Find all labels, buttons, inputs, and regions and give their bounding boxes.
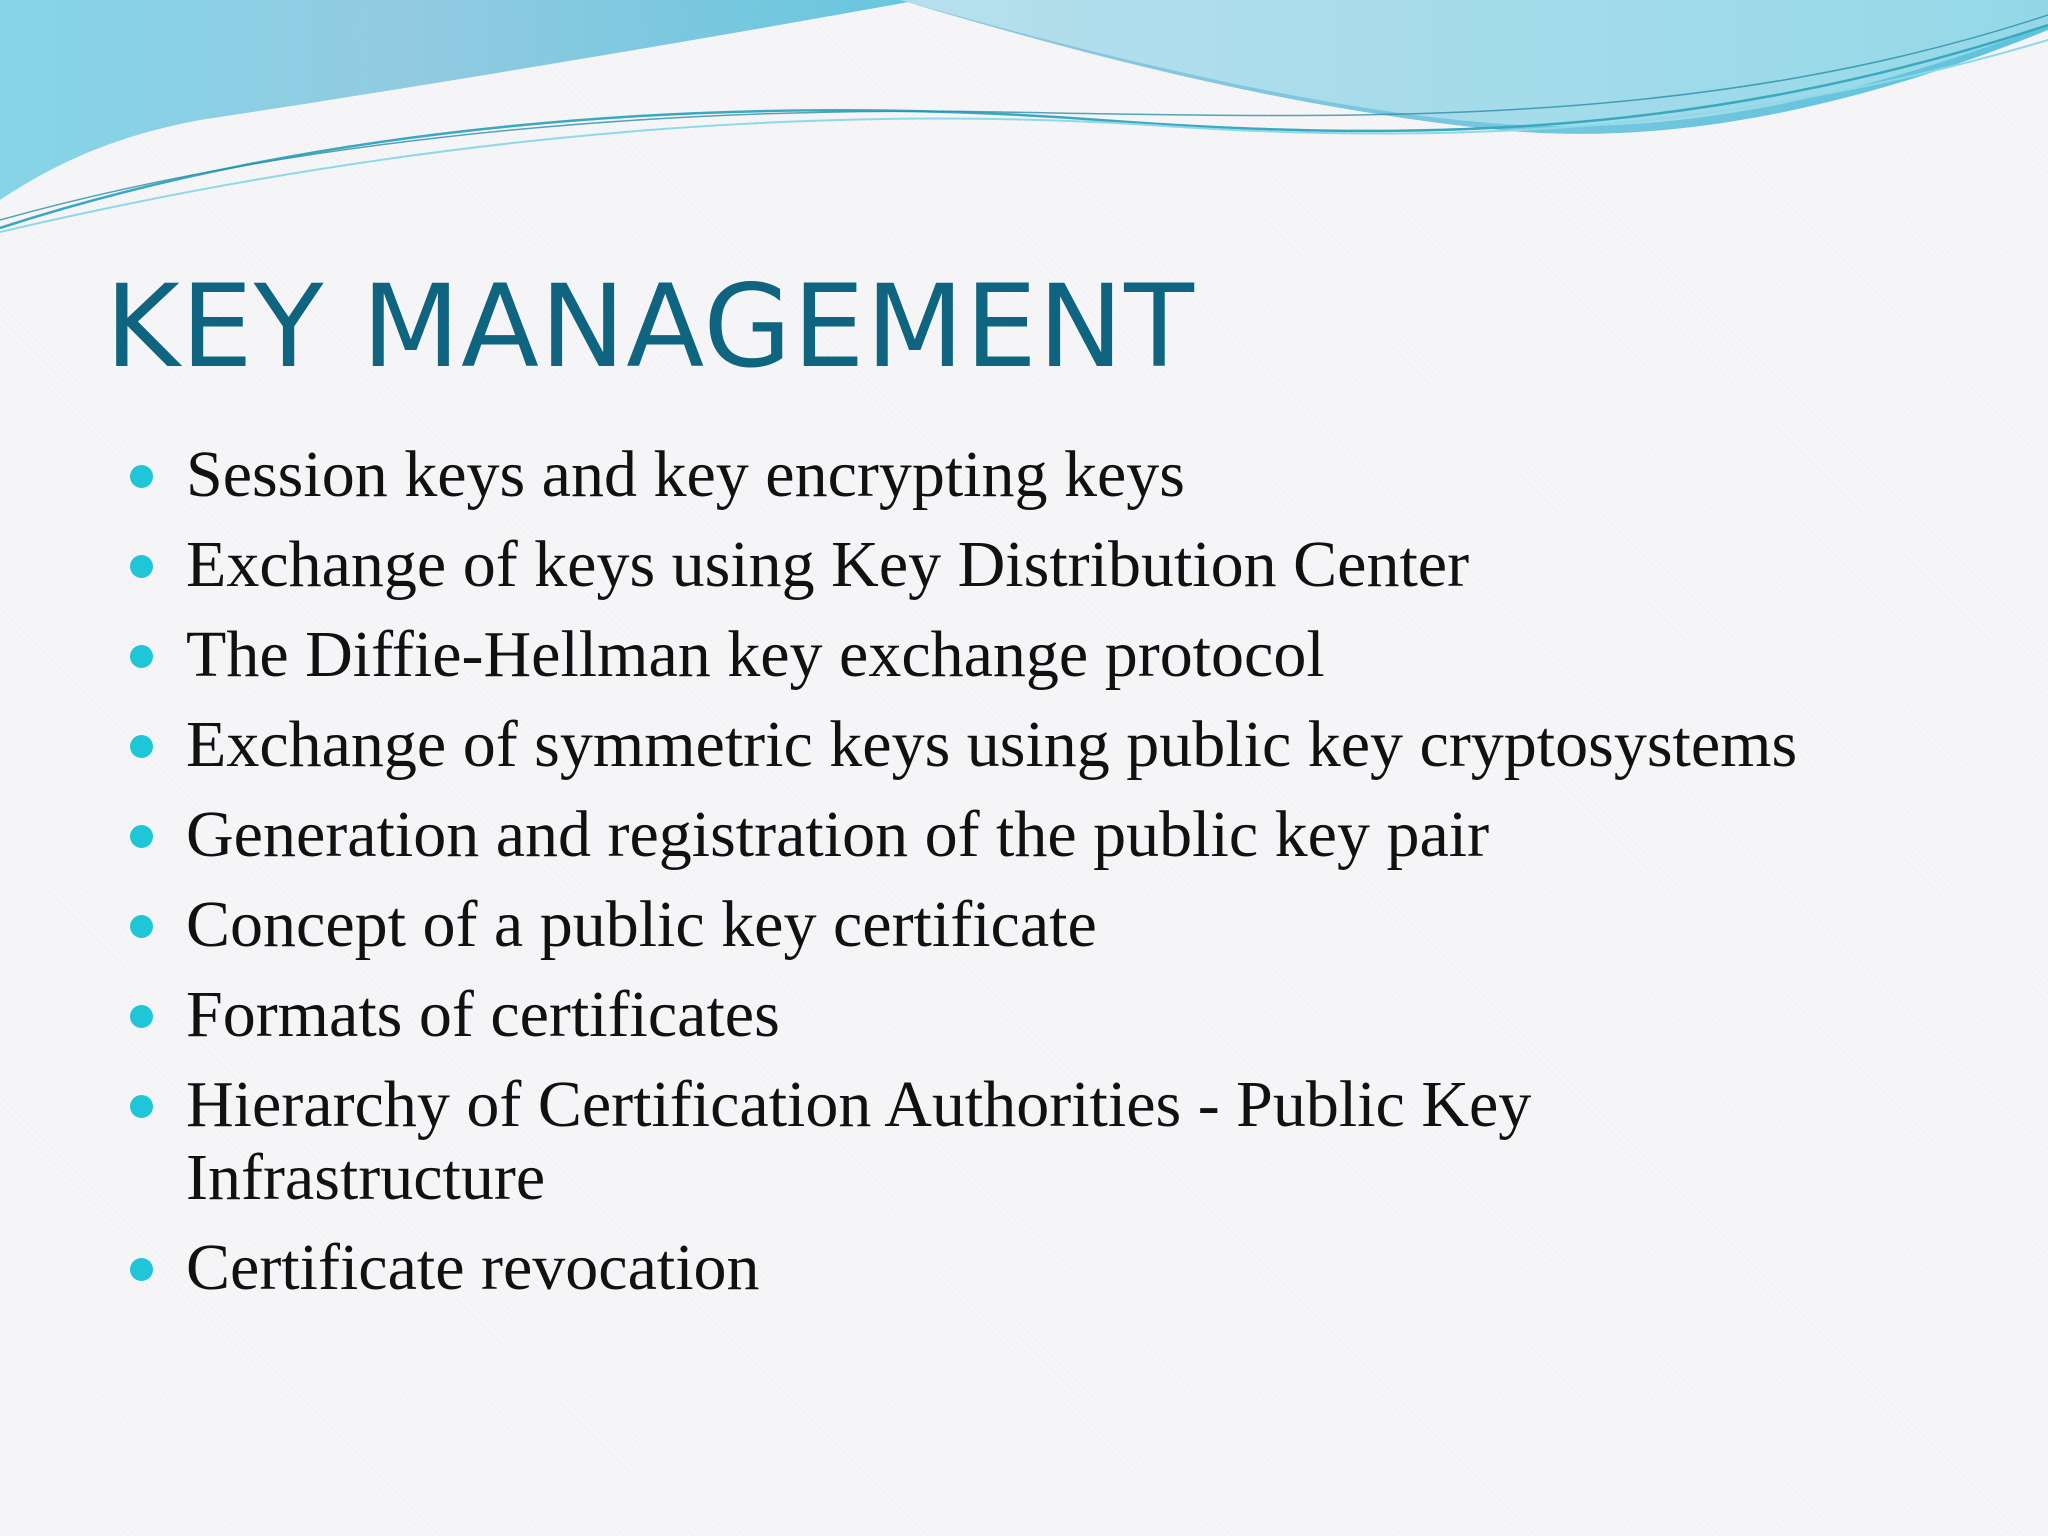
bullet-item	[0, 1231, 1806, 1304]
bullet-text: Hierarchy of Certification Authorities - Public Key Infrastructure	[186, 1068, 1532, 1214]
bullet-item	[0, 438, 1806, 511]
bullet-text: Exchange of keys using Key Distribution Center	[186, 528, 1470, 601]
bullet-dot-icon	[130, 1005, 153, 1028]
bullet-text: Session keys and key encrypting keys	[186, 438, 1185, 511]
bullet-text: Exchange of symmetric keys using public key cryptosystems	[186, 708, 1798, 781]
wave-left	[0, 0, 920, 200]
slide-title: KEY MANAGEMENT	[105, 260, 1195, 393]
bullet-dot-icon	[130, 1258, 153, 1281]
bullet-item	[0, 888, 1806, 961]
bullet-text: Generation and registration of the public key pair	[186, 798, 1490, 871]
bullet-item	[0, 798, 1806, 871]
bullet-dot-icon	[130, 1095, 153, 1118]
bullet-item	[0, 618, 1806, 691]
bullet-list	[0, 438, 2048, 1321]
bullet-text: Formats of certificates	[186, 978, 780, 1051]
wave-light-band	[900, 0, 2048, 126]
header-wave-decoration	[0, 0, 2048, 240]
bullet-dot-icon	[130, 735, 153, 758]
bullet-dot-icon	[130, 825, 153, 848]
bullet-item	[0, 708, 1806, 781]
bullet-text: Concept of a public key certificate	[186, 888, 1097, 961]
bullet-item	[0, 528, 1806, 601]
bullet-text: The Diffie-Hellman key exchange protocol	[186, 618, 1325, 691]
bullet-dot-icon	[130, 555, 153, 578]
bullet-text: Certificate revocation	[186, 1231, 760, 1304]
bullet-dot-icon	[130, 465, 153, 488]
bullet-item	[0, 978, 1806, 1051]
bullet-dot-icon	[130, 915, 153, 938]
bullet-item	[0, 1068, 1806, 1214]
bullet-dot-icon	[130, 645, 153, 668]
